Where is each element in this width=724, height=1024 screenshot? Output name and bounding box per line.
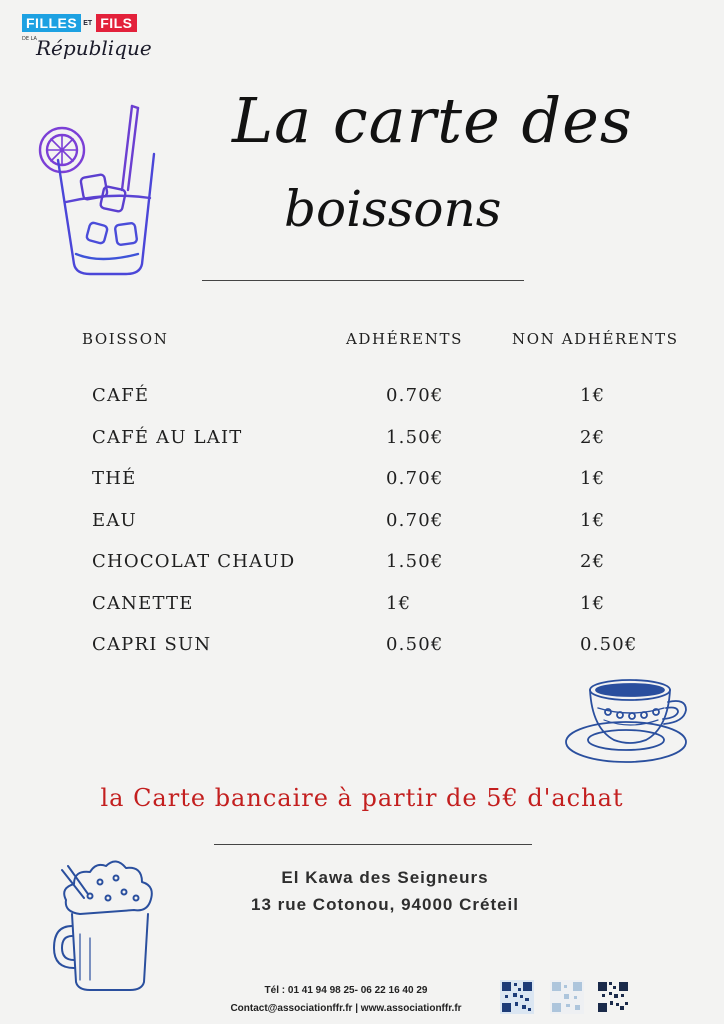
column-header-adherents: ADHÉRENTS: [346, 330, 463, 348]
contact-email-website: Contact@associationffr.fr | www.associationffr.fr: [230, 1003, 462, 1014]
menu-title-line2: boissons: [284, 180, 502, 238]
drink-name: THÉ: [92, 468, 137, 489]
cocktail-glass-icon: [30, 98, 160, 280]
price-non-adherents: 2€: [580, 551, 606, 572]
price-adherents: 0.70€: [386, 510, 444, 531]
drink-name: CHOCOLAT CHAUD: [92, 551, 296, 572]
logo-script: République: [36, 36, 152, 60]
qr-code-icon[interactable]: [596, 980, 630, 1014]
price-non-adherents: 1€: [580, 468, 606, 489]
table-row: [0, 385, 724, 415]
logo-word-et: ET: [83, 19, 93, 27]
cafe-address: 13 rue Cotonou, 94000 Créteil: [250, 895, 520, 914]
table-row: [0, 427, 724, 457]
contact-phone: Tél : 01 41 94 98 25- 06 22 16 40 29: [264, 985, 428, 996]
price-adherents: 0.70€: [386, 385, 444, 406]
association-logo: [22, 14, 152, 72]
drink-name: CAPRI SUN: [92, 634, 212, 655]
price-adherents: 1.50€: [386, 427, 444, 448]
qr-code-icon[interactable]: [550, 980, 584, 1014]
price-adherents: 0.70€: [386, 468, 444, 489]
price-non-adherents: 1€: [580, 385, 606, 406]
price-adherents: 0.50€: [386, 634, 444, 655]
logo-sub: DE LA: [22, 36, 37, 42]
title-divider: [202, 280, 524, 281]
teacup-icon: [564, 674, 694, 770]
price-adherents: 1€: [386, 593, 412, 614]
price-non-adherents: 1€: [580, 510, 606, 531]
menu-title-line1: La carte des: [232, 84, 633, 157]
table-row: [0, 634, 724, 664]
column-header-non-adherents: NON ADHÉRENTS: [512, 330, 679, 348]
drink-name: CAFÉ AU LAIT: [92, 427, 243, 448]
table-row: [0, 593, 724, 623]
table-row: [0, 551, 724, 581]
qr-code-icon[interactable]: [500, 980, 534, 1014]
drink-name: CANETTE: [92, 593, 194, 614]
price-non-adherents: 1€: [580, 593, 606, 614]
drink-name: CAFÉ: [92, 385, 150, 406]
address-divider: [214, 844, 532, 845]
price-non-adherents: 2€: [580, 427, 606, 448]
card-payment-note: la Carte bancaire à partir de 5€ d'achat: [100, 784, 624, 812]
table-row: [0, 468, 724, 498]
column-header-boisson: BOISSON: [82, 330, 169, 348]
cafe-name: El Kawa des Seigneurs: [281, 868, 489, 887]
price-non-adherents: 0.50€: [580, 634, 638, 655]
price-adherents: 1.50€: [386, 551, 444, 572]
drink-name: EAU: [92, 510, 137, 531]
logo-word-filles: FILLES: [22, 14, 81, 32]
table-row: [0, 510, 724, 540]
logo-word-fils: FILS: [96, 14, 136, 32]
